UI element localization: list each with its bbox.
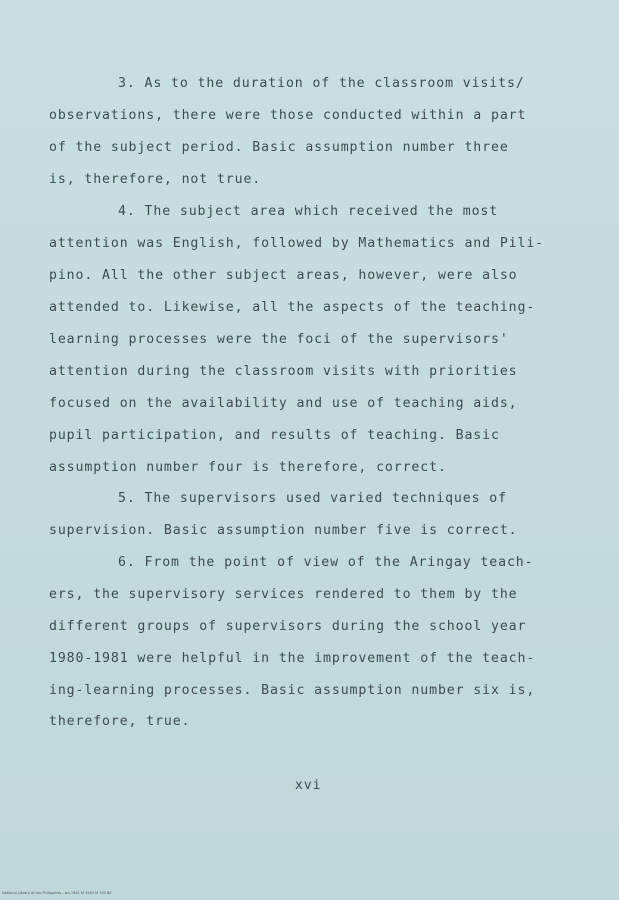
text-line: 5. The supervisors used varied techniques of [118, 491, 507, 506]
text-line: therefore, true. [49, 714, 191, 729]
text-line: 3. As to the duration of the classroom visits/ [118, 76, 525, 91]
text-line: observations, there were those conducted within a part [49, 108, 527, 123]
text-line: different groups of supervisors during the school year [49, 619, 527, 634]
text-line: learning processes were the foci of the supervisors' [49, 332, 509, 347]
text-line: attention was English, followed by Mathematics and Pili- [49, 236, 545, 251]
text-line: 4. The subject area which received the most [118, 204, 499, 219]
text-line: 6. From the point of view of the Aringay teach- [118, 555, 534, 570]
page-number: xvi [295, 778, 322, 793]
text-line: focused on the availability and use of teaching aids, [49, 396, 518, 411]
text-line: of the subject period. Basic assumption number three [49, 140, 509, 155]
text-line: assumption number four is therefore, correct. [49, 460, 447, 475]
text-line: is, therefore, not true. [49, 172, 262, 187]
footer-note: National Library of the Philippines - wu 1981 M 1983 M 100 BE [2, 891, 112, 895]
text-line: pupil participation, and results of teaching. Basic [49, 428, 500, 443]
text-line: supervision. Basic assumption number five is correct. [49, 523, 518, 538]
text-line: attended to. Likewise, all the aspects of the teaching- [49, 300, 536, 315]
text-line: 1980-1981 were helpful in the improvement of the teach- [49, 651, 536, 666]
text-line: ing-learning processes. Basic assumption number six is, [49, 683, 536, 698]
text-line: pino. All the other subject areas, however, were also [49, 268, 518, 283]
text-line: ers, the supervisory services rendered to them by the [49, 587, 518, 602]
text-line: attention during the classroom visits with priorities [49, 364, 518, 379]
